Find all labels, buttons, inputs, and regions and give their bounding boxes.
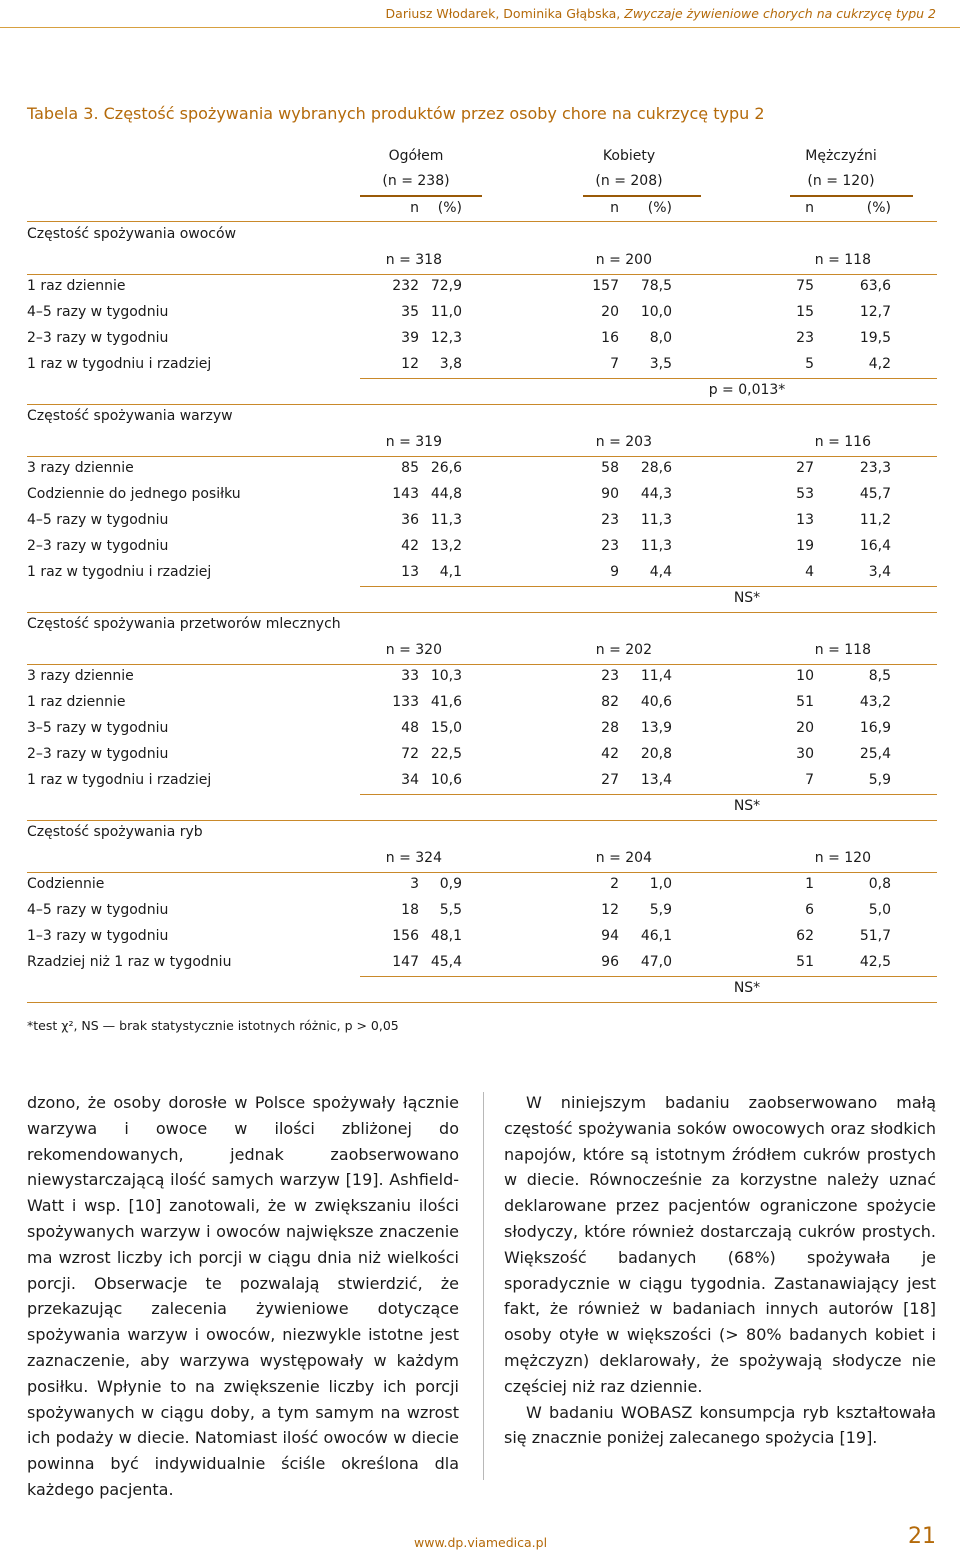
cell-pct: 23,3: [859, 460, 891, 476]
cell-pct: 13,4: [640, 772, 672, 788]
cell-n: 13: [401, 564, 419, 580]
section-total: n = 319: [385, 434, 442, 450]
body-column-right: [504, 1090, 936, 1451]
cell-pct: 48,1: [430, 928, 462, 944]
cell-pct: 5,9: [868, 772, 891, 788]
table-rule: [27, 872, 937, 873]
cell-pct: 22,5: [430, 746, 462, 762]
cell-n: 9: [610, 564, 619, 580]
cell-n: 12: [401, 356, 419, 372]
body-paragraph: dzono, że osoby dorosłe w Polsce spożywały łącznie warzywa i owoce w ilości zbliżonej do rekomendowanych, jednak zaobserwowano niewystarczającą ilość samych warzyw [19]. Ashfield-Watt i wsp. [10] zanotowali, że w zwiększaniu ilości spożywanych warzyw i owoców największe znaczenie ma wzrost liczby ich porcji w ciągu dnia niż wielkości porcji. Obserwacje te pozwalają stwierdzić, że przekazując zalecenia żywieniowe dotyczące spożywania warzyw i owoców, niezwykle istotne jest zaznaczenie, aby warzywa występowały w każdym posiłku. Wpłynie to na zwiększenie liczby ich porcji spożywanych w ciągu doby, a tym samym na wzrost ich podaży w diecie. Natomiast ilość owoców w diecie powinna być indywidualnie ściśle określona dla każdego pacjenta.: [27, 1093, 459, 1499]
section-total: n = 202: [595, 642, 652, 658]
header-rule: [0, 27, 960, 28]
row-label: 1 raz dziennie: [27, 278, 126, 294]
cell-pct: 46,1: [640, 928, 672, 944]
row-label: Codziennie do jednego posiłku: [27, 486, 241, 502]
footer-url: www.dp.viamedica.pl: [414, 1535, 548, 1550]
row-label: 4–5 razy w tygodniu: [27, 512, 169, 528]
header-title: Zwyczaje żywieniowe chorych na cukrzycę typu 2: [624, 6, 936, 21]
cell-pct: 19,5: [859, 330, 891, 346]
row-label: 2–3 razy w tygodniu: [27, 538, 169, 554]
cell-pct: 4,2: [868, 356, 891, 372]
cell-n: 147: [392, 954, 419, 970]
section-title: Częstość spożywania owoców: [27, 226, 237, 242]
table-title: Tabela 3. Częstość spożywania wybranych produktów przez osoby chore na cukrzycę typu 2: [27, 104, 765, 123]
cell-pct: 28,6: [640, 460, 672, 476]
body-column-left: [27, 1090, 459, 1503]
row-label: Codziennie: [27, 876, 105, 892]
cell-pct: 10,3: [430, 668, 462, 684]
group-size: (n = 208): [595, 173, 663, 189]
cell-pct: 10,6: [430, 772, 462, 788]
cell-n: 75: [796, 278, 814, 294]
cell-n: 16: [601, 330, 619, 346]
table-rule: [360, 586, 937, 587]
cell-pct: 11,3: [640, 538, 672, 554]
cell-n: 27: [796, 460, 814, 476]
section-total: n = 118: [814, 252, 871, 268]
cell-n: 4: [805, 564, 814, 580]
table-rule: [27, 274, 937, 275]
cell-pct: 3,5: [649, 356, 672, 372]
cell-pct: 5,9: [649, 902, 672, 918]
cell-pct: 41,6: [430, 694, 462, 710]
cell-pct: 12,7: [859, 304, 891, 320]
section-total: n = 320: [385, 642, 442, 658]
row-label: 1 raz w tygodniu i rzadziej: [27, 564, 212, 580]
section-total: n = 324: [385, 850, 442, 866]
group-underline: [583, 195, 701, 197]
cell-pct: 4,4: [649, 564, 672, 580]
cell-n: 10: [796, 668, 814, 684]
group-size: (n = 238): [382, 173, 450, 189]
cell-n: 12: [601, 902, 619, 918]
table-rule: [27, 820, 937, 821]
row-label: 2–3 razy w tygodniu: [27, 746, 169, 762]
cell-pct: 12,3: [430, 330, 462, 346]
stat-test: NS*: [733, 980, 761, 996]
cell-pct: 43,2: [859, 694, 891, 710]
section-total: n = 116: [814, 434, 871, 450]
cell-n: 36: [401, 512, 419, 528]
cell-n: 90: [601, 486, 619, 502]
cell-pct: 11,2: [859, 512, 891, 528]
cell-pct: 42,5: [859, 954, 891, 970]
col-pct-header: (%): [437, 200, 462, 216]
cell-pct: 8,0: [649, 330, 672, 346]
cell-pct: 0,9: [439, 876, 462, 892]
cell-pct: 51,7: [859, 928, 891, 944]
cell-n: 18: [401, 902, 419, 918]
cell-n: 23: [601, 538, 619, 554]
cell-n: 35: [401, 304, 419, 320]
cell-n: 7: [805, 772, 814, 788]
table-footnote: *test χ², NS — brak statystycznie istotnych różnic, p > 0,05: [27, 1018, 399, 1033]
row-label: 2–3 razy w tygodniu: [27, 330, 169, 346]
cell-pct: 40,6: [640, 694, 672, 710]
table-rule: [360, 378, 937, 379]
cell-pct: 10,0: [640, 304, 672, 320]
cell-pct: 63,6: [859, 278, 891, 294]
cell-pct: 11,3: [640, 512, 672, 528]
cell-pct: 11,0: [430, 304, 462, 320]
row-label: 1 raz w tygodniu i rzadziej: [27, 356, 212, 372]
cell-n: 33: [401, 668, 419, 684]
cell-n: 20: [601, 304, 619, 320]
cell-pct: 4,1: [439, 564, 462, 580]
cell-pct: 11,4: [640, 668, 672, 684]
cell-n: 28: [601, 720, 619, 736]
cell-n: 7: [610, 356, 619, 372]
cell-n: 27: [601, 772, 619, 788]
cell-pct: 20,8: [640, 746, 672, 762]
cell-n: 58: [601, 460, 619, 476]
section-title: Częstość spożywania ryb: [27, 824, 203, 840]
row-label: 3 razy dziennie: [27, 460, 134, 476]
cell-pct: 11,3: [430, 512, 462, 528]
row-label: 4–5 razy w tygodniu: [27, 304, 169, 320]
cell-pct: 13,9: [640, 720, 672, 736]
col-pct-header: (%): [866, 200, 891, 216]
section-total: n = 203: [595, 434, 652, 450]
group-size: (n = 120): [807, 173, 875, 189]
table-rule: [360, 794, 937, 795]
cell-n: 6: [805, 902, 814, 918]
cell-n: 85: [401, 460, 419, 476]
row-label: 3 razy dziennie: [27, 668, 134, 684]
cell-n: 23: [796, 330, 814, 346]
cell-n: 30: [796, 746, 814, 762]
col-n-header: n: [610, 200, 619, 216]
row-label: 3–5 razy w tygodniu: [27, 720, 169, 736]
cell-pct: 13,2: [430, 538, 462, 554]
cell-n: 232: [392, 278, 419, 294]
cell-pct: 44,3: [640, 486, 672, 502]
cell-n: 51: [796, 694, 814, 710]
cell-pct: 0,8: [868, 876, 891, 892]
col-pct-header: (%): [647, 200, 672, 216]
cell-n: 48: [401, 720, 419, 736]
table-rule: [27, 221, 937, 222]
cell-pct: 16,9: [859, 720, 891, 736]
cell-pct: 15,0: [430, 720, 462, 736]
col-n-header: n: [805, 200, 814, 216]
cell-pct: 16,4: [859, 538, 891, 554]
section-total: n = 118: [814, 642, 871, 658]
cell-pct: 8,5: [868, 668, 891, 684]
section-total: n = 200: [595, 252, 652, 268]
section-total: n = 120: [814, 850, 871, 866]
cell-pct: 25,4: [859, 746, 891, 762]
cell-n: 96: [601, 954, 619, 970]
cell-n: 42: [401, 538, 419, 554]
cell-n: 94: [601, 928, 619, 944]
stat-test: NS*: [733, 798, 761, 814]
cell-n: 34: [401, 772, 419, 788]
cell-pct: 45,7: [859, 486, 891, 502]
cell-n: 23: [601, 668, 619, 684]
cell-pct: 1,0: [649, 876, 672, 892]
cell-n: 72: [401, 746, 419, 762]
cell-pct: 45,4: [430, 954, 462, 970]
table-rule: [27, 404, 937, 405]
cell-n: 15: [796, 304, 814, 320]
cell-n: 62: [796, 928, 814, 944]
cell-pct: 26,6: [430, 460, 462, 476]
cell-n: 13: [796, 512, 814, 528]
row-label: 1 raz dziennie: [27, 694, 126, 710]
cell-pct: 5,0: [868, 902, 891, 918]
cell-n: 143: [392, 486, 419, 502]
cell-n: 53: [796, 486, 814, 502]
header-authors: Dariusz Włodarek, Dominika Głąbska,: [385, 6, 621, 21]
stat-test: p = 0,013*: [708, 382, 786, 398]
cell-n: 20: [796, 720, 814, 736]
cell-pct: 3,4: [868, 564, 891, 580]
cell-pct: 3,8: [439, 356, 462, 372]
cell-pct: 44,8: [430, 486, 462, 502]
cell-n: 42: [601, 746, 619, 762]
row-label: 1–3 razy w tygodniu: [27, 928, 169, 944]
section-total: n = 204: [595, 850, 652, 866]
cell-n: 3: [410, 876, 419, 892]
cell-n: 156: [392, 928, 419, 944]
cell-n: 82: [601, 694, 619, 710]
running-header: [386, 6, 936, 21]
cell-pct: 47,0: [640, 954, 672, 970]
table-rule: [360, 976, 937, 977]
cell-pct: 5,5: [439, 902, 462, 918]
section-title: Częstość spożywania przetworów mlecznych: [27, 616, 341, 632]
cell-n: 2: [610, 876, 619, 892]
table-rule: [27, 456, 937, 457]
cell-n: 23: [601, 512, 619, 528]
table-rule: [27, 1002, 937, 1003]
section-title: Częstość spożywania warzyw: [27, 408, 233, 424]
cell-n: 19: [796, 538, 814, 554]
body-paragraph: W badaniu WOBASZ konsumpcja ryb kształtowała się znacznie poniżej zalecanego spożycia [19].: [504, 1402, 936, 1448]
body-paragraph: W niniejszym badaniu zaobserwowano małą częstość spożywania soków owocowych oraz słodkich napojów, które są istotnym źródłem cukrów prostych w diecie. Równocześnie za korzystne należy uznać deklarowane przez pacjentów ograniczone spożycie słodyczy, które również dostarczają cukrów prostych. Większość badanych (68%) spożywała je sporadycznie w ciągu tygodnia. Zastanawiający jest fakt, że również w badaniach innych autorów [18] osoby otyłe w większości (> 80% badanych kobiet i mężczyzn) deklarowały, że spożywają słodycze nie częściej niż raz dziennie.: [504, 1093, 936, 1396]
row-label: 1 raz w tygodniu i rzadziej: [27, 772, 212, 788]
group-header: Mężczyźni: [805, 148, 877, 164]
group-header: Kobiety: [602, 148, 656, 164]
cell-n: 51: [796, 954, 814, 970]
cell-n: 157: [592, 278, 619, 294]
cell-n: 39: [401, 330, 419, 346]
row-label: Rzadziej niż 1 raz w tygodniu: [27, 954, 232, 970]
page-number: 21: [908, 1524, 936, 1549]
cell-n: 133: [392, 694, 419, 710]
table-rule: [27, 664, 937, 665]
group-header: Ogółem: [388, 148, 444, 164]
cell-pct: 78,5: [640, 278, 672, 294]
section-total: n = 318: [385, 252, 442, 268]
cell-n: 5: [805, 356, 814, 372]
col-n-header: n: [410, 200, 419, 216]
row-label: 4–5 razy w tygodniu: [27, 902, 169, 918]
group-underline: [790, 195, 913, 197]
group-underline: [360, 195, 482, 197]
table-rule: [27, 612, 937, 613]
cell-pct: 72,9: [430, 278, 462, 294]
column-divider: [483, 1092, 484, 1480]
cell-n: 1: [805, 876, 814, 892]
stat-test: NS*: [733, 590, 761, 606]
